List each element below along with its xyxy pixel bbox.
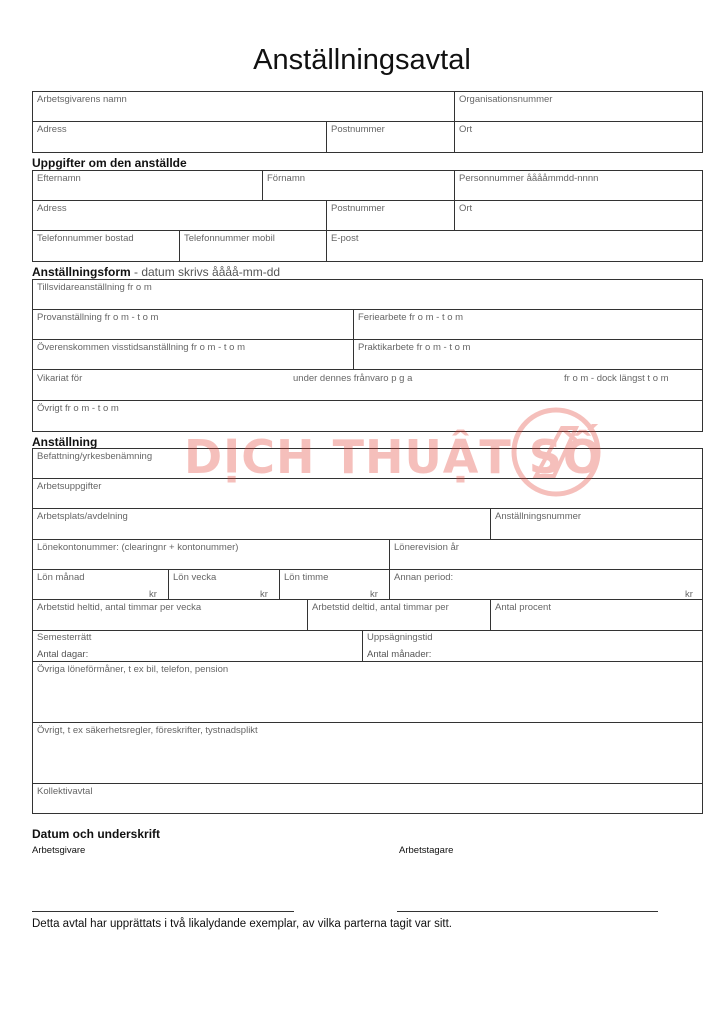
vacation-field[interactable]: Semesterrätt: [37, 632, 92, 643]
employment-form-section: [32, 279, 703, 432]
document-title: Anställningsavtal: [253, 44, 471, 76]
employment-heading: Anställning: [32, 435, 98, 449]
employer-city-field[interactable]: Ort: [459, 124, 473, 135]
fixed-term-field[interactable]: Överenskommen visstidsanställning fr o m - t o m: [37, 342, 246, 353]
lastname-field[interactable]: Efternamn: [37, 173, 81, 184]
other-terms-field[interactable]: Övrigt, t ex säkerhetsregler, föreskrifter, tystnadsplikt: [37, 725, 258, 736]
substitute-field[interactable]: Vikariat för: [37, 373, 83, 384]
substitute-reason-field[interactable]: under dennes frånvaro p g a: [293, 373, 413, 384]
employment-section: [32, 448, 703, 814]
email-field[interactable]: E-post: [331, 233, 359, 244]
signature-heading: Datum och underskrift: [32, 827, 161, 841]
benefits-field[interactable]: Övriga löneförmåner, t ex bil, telefon, pension: [37, 664, 229, 675]
pay-week-field[interactable]: Lön vecka: [173, 572, 217, 583]
watermark-text: DỊCH THUẬT SỐ: [184, 430, 604, 484]
pay-other-period-field[interactable]: Annan period:: [394, 572, 454, 583]
employee-heading: Uppgifter om den anställde: [32, 156, 187, 170]
employer-signature-line[interactable]: [32, 911, 294, 912]
employee-signature-line[interactable]: [397, 911, 658, 912]
fulltime-hours-field[interactable]: Arbetstid heltid, antal timmar per vecka: [37, 602, 202, 613]
other-period-field[interactable]: Övrigt fr o m - t o m: [37, 403, 119, 414]
salary-revision-field[interactable]: Lönerevision år: [394, 542, 459, 553]
phone-home-field[interactable]: Telefonnummer bostad: [37, 233, 134, 244]
duties-field[interactable]: Arbetsuppgifter: [37, 481, 102, 492]
employment-form-heading: Anställningsform - datum skrivs åååå-mm-dd: [32, 265, 281, 279]
parttime-hours-field[interactable]: Arbetstid deltid, antal timmar per: [312, 602, 449, 613]
holiday-work-field[interactable]: Feriearbete fr o m - t o m: [358, 312, 464, 323]
currency-label: kr: [149, 589, 157, 600]
currency-label: kr: [260, 589, 268, 600]
employer-signature-label: Arbetsgivare: [32, 845, 86, 856]
salary-account-field[interactable]: Lönekontonummer: (clearingnr + kontonummer): [37, 542, 239, 553]
employer-address-field[interactable]: Adress: [37, 124, 67, 135]
pay-hour-field[interactable]: Lön timme: [284, 572, 329, 583]
workplace-field[interactable]: Arbetsplats/avdelning: [37, 511, 128, 522]
firstname-field[interactable]: Förnamn: [267, 173, 306, 184]
employer-postal-field[interactable]: Postnummer: [331, 124, 385, 135]
vacation-days-field[interactable]: Antal dagar:: [37, 649, 89, 660]
employee-address-field[interactable]: Adress: [37, 203, 67, 214]
personnummer-field[interactable]: Personnummer ååååmmdd-nnnn: [459, 173, 599, 184]
employee-section: [32, 170, 703, 262]
employee-number-field[interactable]: Anställningsnummer: [495, 511, 582, 522]
probation-field[interactable]: Provanställning fr o m - t o m: [37, 312, 159, 323]
employee-postal-field[interactable]: Postnummer: [331, 203, 385, 214]
collective-agreement-field[interactable]: Kollektivavtal: [37, 786, 93, 797]
currency-label: kr: [370, 589, 378, 600]
employer-section: [32, 91, 703, 153]
permanent-field[interactable]: Tillsvidareanställning fr o m: [37, 282, 152, 293]
employee-signature-label: Arbetstagare: [399, 845, 454, 856]
substitute-period-field[interactable]: fr o m - dock längst t o m: [564, 373, 669, 384]
notice-months-field[interactable]: Antal månader:: [367, 649, 432, 660]
internship-field[interactable]: Praktikarbete fr o m - t o m: [358, 342, 471, 353]
currency-label: kr: [685, 589, 693, 600]
notice-field[interactable]: Uppsägningstid: [367, 632, 433, 643]
phone-mobile-field[interactable]: Telefonnummer mobil: [184, 233, 275, 244]
employee-city-field[interactable]: Ort: [459, 203, 473, 214]
org-number-field[interactable]: Organisationsnummer: [459, 94, 553, 105]
employer-name-field[interactable]: Arbetsgivarens namn: [37, 94, 127, 105]
percent-field[interactable]: Antal procent: [495, 602, 551, 613]
footer-note: Detta avtal har upprättats i två likalydande exemplar, av vilka parterna tagit var sitt.: [32, 918, 452, 930]
pay-month-field[interactable]: Lön månad: [37, 572, 85, 583]
position-field[interactable]: Befattning/yrkesbenämning: [37, 451, 153, 462]
